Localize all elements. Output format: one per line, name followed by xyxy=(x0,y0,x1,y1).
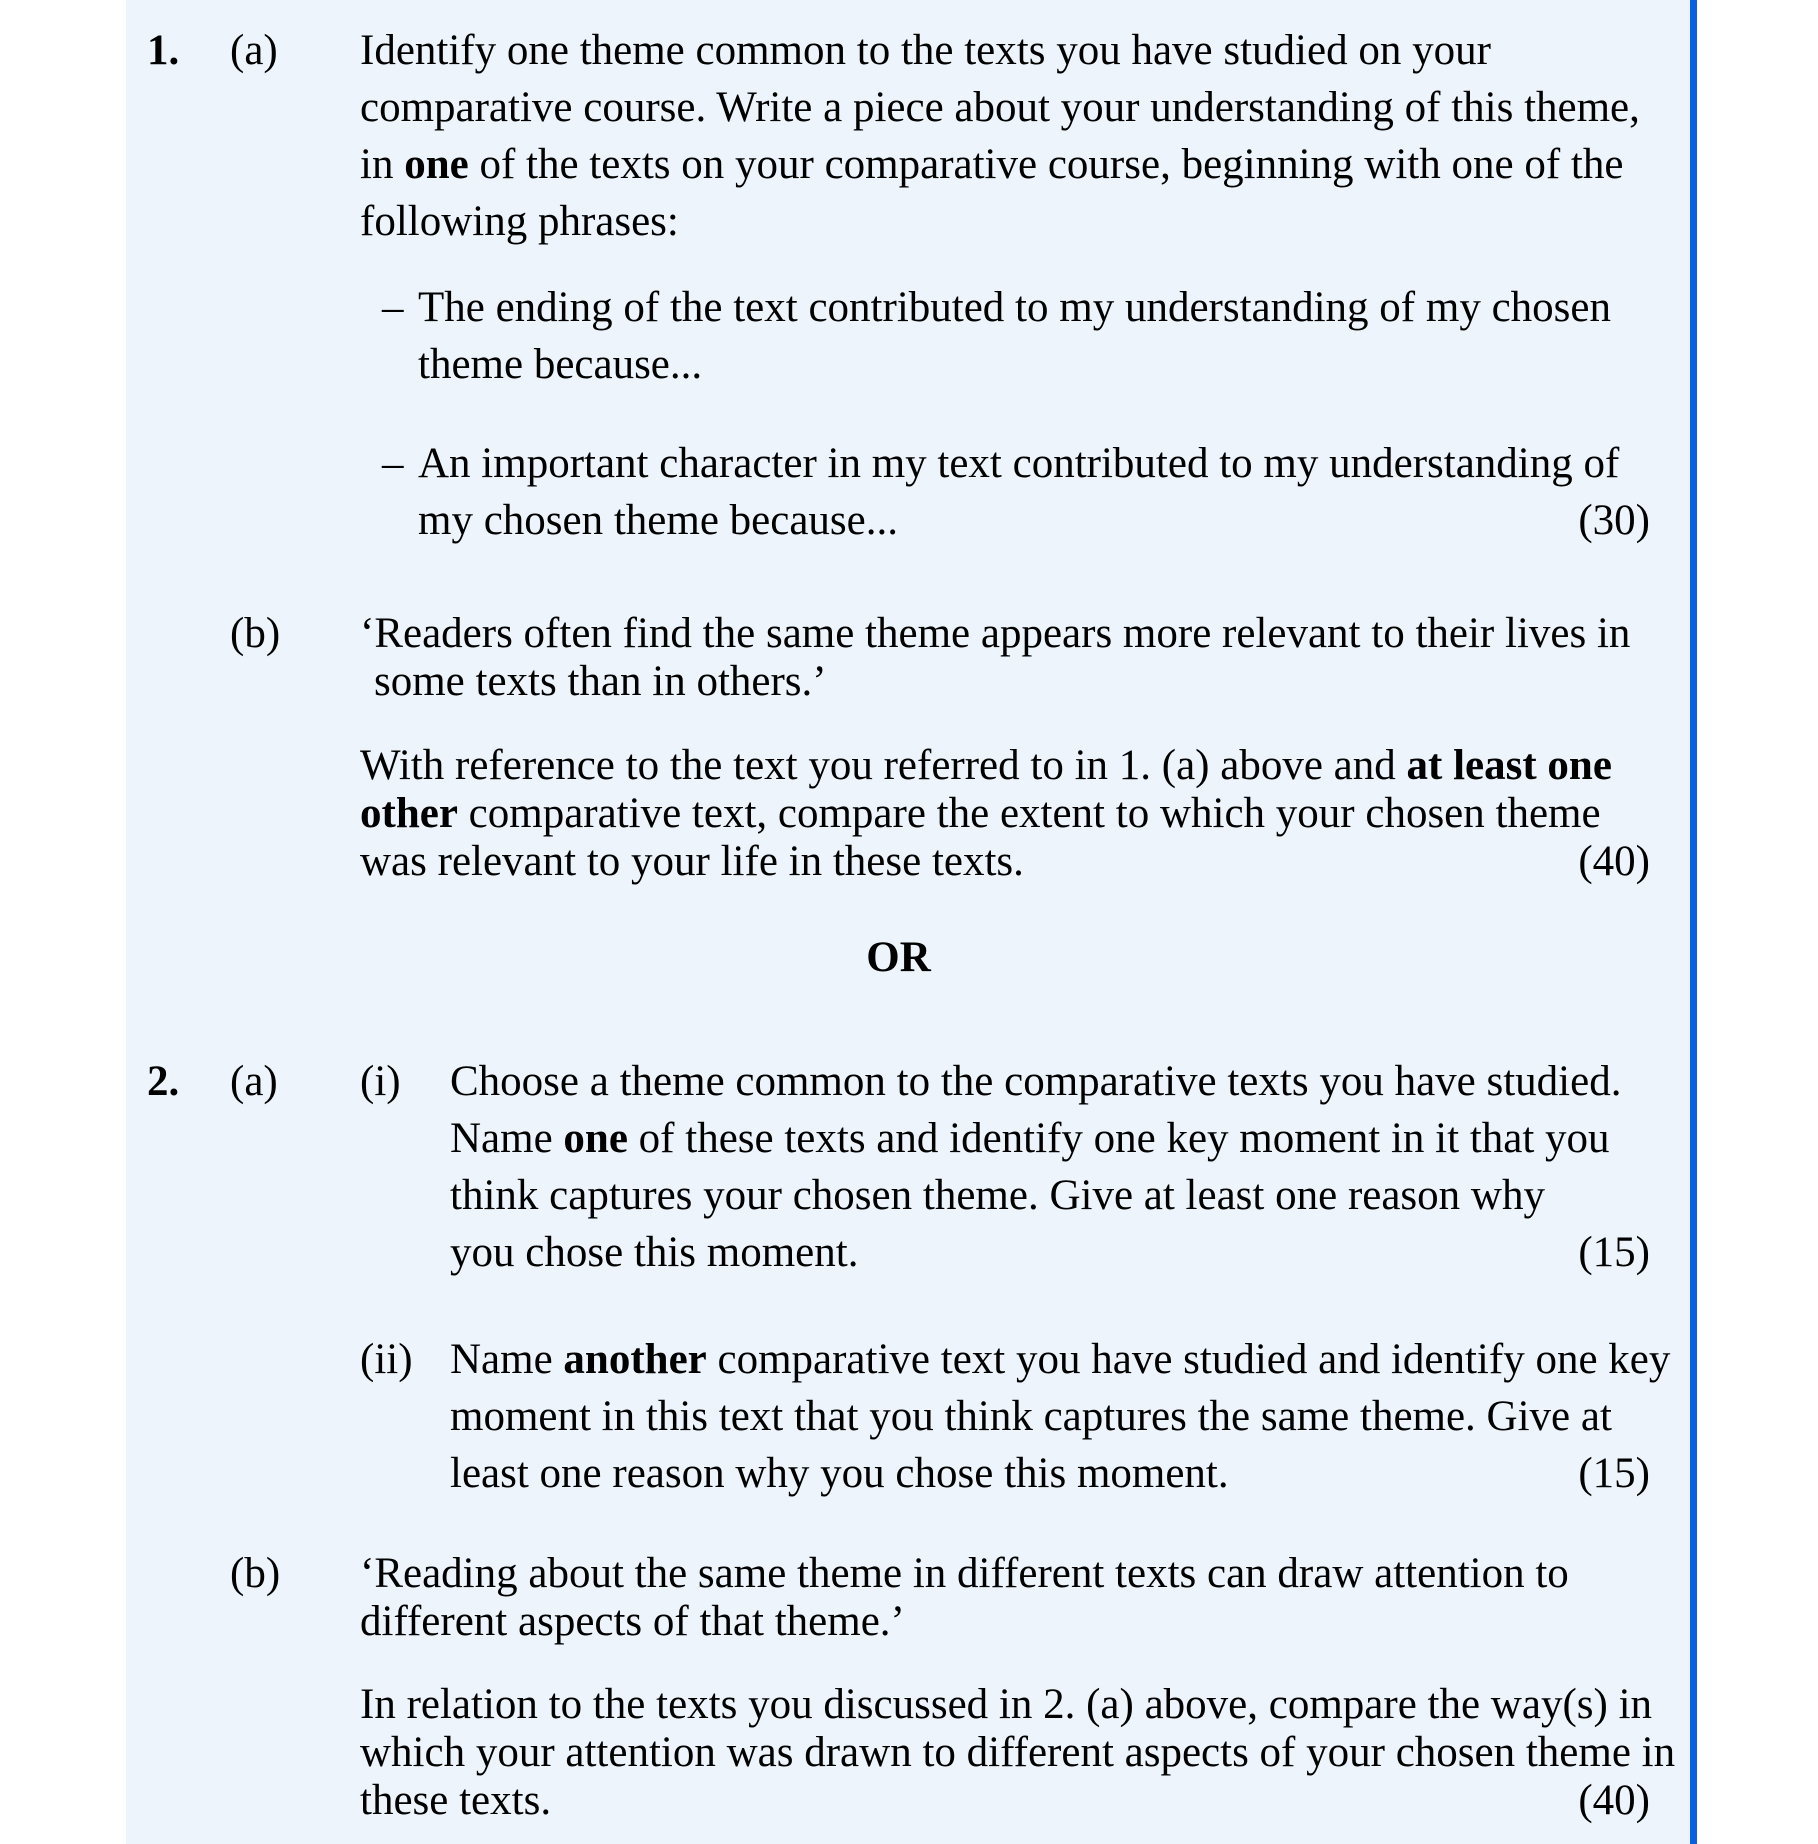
text-line: ‘Reading about the same theme in different texts can draw attention to xyxy=(360,1550,1569,1597)
text-line: think captures your chosen theme. Give at least one reason why xyxy=(450,1172,1545,1219)
text-line: With reference to the text you referred to in 1. (a) above and at least one xyxy=(360,742,1612,789)
text-line: Choose a theme common to the comparative texts you have studied. xyxy=(450,1058,1622,1105)
text-line: following phrases: xyxy=(360,198,679,245)
marks-badge-q1b: (40) xyxy=(1578,838,1650,885)
question-2a-ii-label: (ii) xyxy=(360,1336,413,1383)
exam-page-panel xyxy=(126,0,1690,1844)
question-2b-label: (b) xyxy=(230,1550,281,1597)
question-2-number: 2. xyxy=(147,1058,180,1105)
text-line: theme because... xyxy=(418,341,703,388)
text-line: other comparative text, compare the extent to which your chosen theme xyxy=(360,790,1601,837)
q1b-task-paragraph xyxy=(360,742,1650,886)
text-line: different aspects of that theme.’ xyxy=(360,1598,905,1645)
marks-badge-q2b: (40) xyxy=(1578,1777,1650,1824)
text-line: which your attention was drawn to different aspects of your chosen theme in xyxy=(360,1729,1676,1776)
text-line: (15) you chose this moment. xyxy=(450,1224,1650,1281)
question-1a xyxy=(147,22,1650,549)
text-line: (30) my chosen theme because... xyxy=(382,492,1650,549)
text-line: (15) least one reason why you chose this moment. xyxy=(450,1445,1650,1502)
question-2a-i-label: (i) xyxy=(360,1058,401,1105)
text-line: (40) was relevant to your life in these texts. xyxy=(360,838,1650,885)
question-2a-label: (a) xyxy=(230,1058,278,1105)
q1a-bullet-2 xyxy=(382,435,1650,549)
text-line: Name another comparative text you have studied and identify one key xyxy=(450,1336,1671,1383)
marks-badge-q2a-ii: (15) xyxy=(1578,1450,1650,1497)
text-line: In relation to the texts you discussed in 2. (a) above, compare the way(s) in xyxy=(360,1681,1653,1728)
text-line: in one of the texts on your comparative course, beginning with one of the xyxy=(360,141,1624,188)
text-line: comparative course. Write a piece about your understanding of this theme, xyxy=(360,84,1640,131)
question-2a-i xyxy=(360,1053,1650,1281)
question-1b-label: (b) xyxy=(230,610,281,657)
question-1a-label: (a) xyxy=(230,27,278,74)
question-2a xyxy=(147,1053,1671,1502)
blue-margin-rule xyxy=(1690,0,1697,1844)
text-line: – The ending of the text contributed to my understanding of my chosen xyxy=(382,279,1650,336)
q2a-i-paragraph xyxy=(450,1053,1650,1281)
text-line: – An important character in my text contributed to my understanding of xyxy=(382,435,1650,492)
q1a-intro-paragraph xyxy=(360,22,1650,250)
text-line: some texts than in others.’ xyxy=(374,658,827,705)
text-line: (40) these texts. xyxy=(360,1777,1650,1824)
q2a-ii-paragraph xyxy=(450,1331,1671,1502)
or-divider: OR xyxy=(866,934,931,981)
text-line: ‘Readers often find the same theme appears more relevant to their lives in xyxy=(360,610,1631,657)
text-line: moment in this text that you think captures the same theme. Give at xyxy=(450,1393,1612,1440)
q2b-quote-paragraph xyxy=(360,1550,1650,1646)
q1b-quote-paragraph xyxy=(360,610,1650,706)
dash-bullet: – xyxy=(382,284,404,331)
question-1b xyxy=(147,610,1650,886)
question-1-number: 1. xyxy=(147,27,180,74)
q1a-bullet-1 xyxy=(382,279,1650,393)
marks-badge-q2a-i: (15) xyxy=(1578,1229,1650,1276)
marks-badge-q1a: (30) xyxy=(1578,497,1650,544)
dash-bullet: – xyxy=(382,440,404,487)
q2b-task-paragraph xyxy=(360,1681,1676,1825)
question-2a-ii xyxy=(360,1331,1671,1502)
text-line: Identify one theme common to the texts you have studied on your xyxy=(360,27,1491,74)
text-line: Name one of these texts and identify one key moment in it that you xyxy=(450,1115,1610,1162)
question-2b xyxy=(147,1550,1676,1825)
